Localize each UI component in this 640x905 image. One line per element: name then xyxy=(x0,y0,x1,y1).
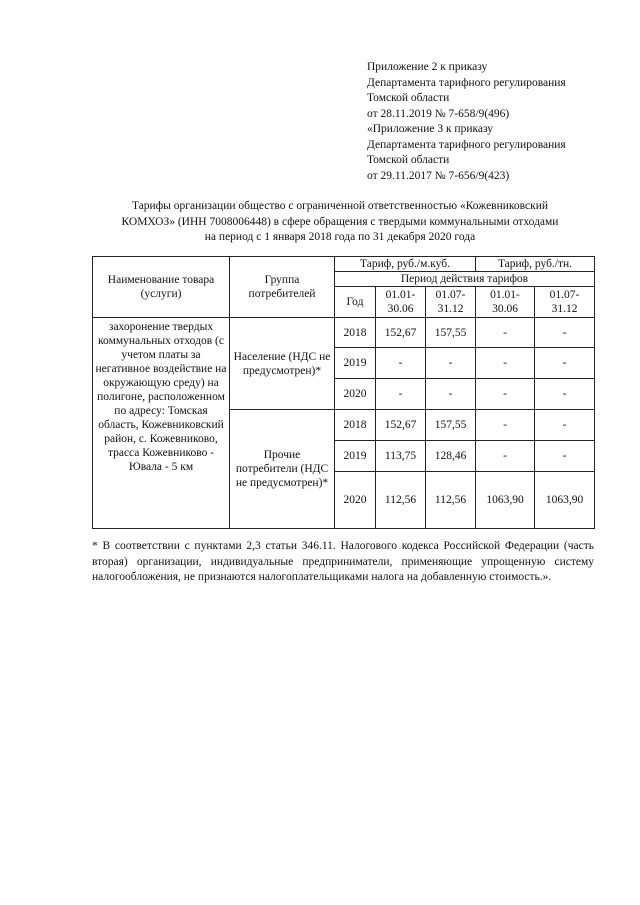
cell-group: Население (НДС не предусмотрен)* xyxy=(230,318,335,410)
cell-value: - xyxy=(535,348,595,379)
cell-value: 112,56 xyxy=(426,472,476,529)
cell-value: - xyxy=(426,379,476,410)
cell-group: Прочие потребители (НДС не предусмотрен)* xyxy=(230,410,335,529)
cell-value: - xyxy=(476,379,535,410)
cell-value: - xyxy=(535,410,595,441)
cell-value: - xyxy=(535,379,595,410)
cell-value: - xyxy=(426,348,476,379)
annex-line: Приложение 2 к приказу xyxy=(367,61,488,73)
annex-line: Томской области xyxy=(367,92,450,104)
cell-year: 2019 xyxy=(335,348,376,379)
annex-line: Департамента тарифного регулирования xyxy=(367,76,566,89)
header-year: Год xyxy=(335,287,376,318)
annex-line: Томской области xyxy=(367,154,450,166)
title-line: Тарифы организации общество с ограниченной ответственностью «Кожевниковский xyxy=(131,200,549,212)
cell-value: - xyxy=(476,318,535,348)
cell-value: 152,67 xyxy=(376,318,426,348)
header-product: Наименование товара (услуги) xyxy=(93,257,230,318)
annex-line: от 28.11.2019 № 7-658/9(496) xyxy=(367,107,510,120)
footnote: * В соответствии с пунктами 2,3 статьи 346.11. Налогового кодекса Российской Федерации (часть вторая) организации, индивидуальные предприниматели, применяющие упрощенную систему налогообложения, не признаются налогоплательщиками налога на добавленную стоимость.». xyxy=(92,540,594,583)
title-line: КОМХОЗ» (ИНН 7008006448) в сфере обращения с твердыми коммунальными отходами xyxy=(121,215,559,228)
tariff-table xyxy=(92,256,595,529)
cell-value: 152,67 xyxy=(376,410,426,441)
title-line: на период с 1 января 2018 года по 31 декабря 2020 года xyxy=(204,231,476,243)
cell-product: захоронение твердых коммунальных отходов (с учетом платы за негативное воздействие на окружающую среду) на полигоне, расположенном по адресу: Томская область, Кожевниковский район, с. Кожевниково, трасса Кожевниково - Ювала - 5 км xyxy=(93,318,230,529)
header-period-4: 01.07-31.12 xyxy=(535,287,595,318)
annex-line: от 29.11.2017 № 7-656/9(423) xyxy=(367,169,510,182)
header-period-2: 01.07-31.12 xyxy=(426,287,476,318)
header-period-1: 01.01-30.06 xyxy=(376,287,426,318)
cell-year: 2019 xyxy=(335,441,376,472)
annex-line: Департамента тарифного регулирования xyxy=(367,138,566,151)
cell-year: 2020 xyxy=(335,379,376,410)
document-title xyxy=(70,199,610,246)
header-group: Группа потребителей xyxy=(230,257,335,318)
cell-value: - xyxy=(535,441,595,472)
cell-year: 2018 xyxy=(335,318,376,348)
cell-value: 128,46 xyxy=(426,441,476,472)
cell-value: 157,55 xyxy=(426,410,476,441)
cell-value: 1063,90 xyxy=(476,472,535,529)
cell-value: - xyxy=(476,441,535,472)
cell-year: 2018 xyxy=(335,410,376,441)
table-header-row xyxy=(93,257,595,272)
annex-block xyxy=(367,60,627,184)
cell-value: - xyxy=(376,348,426,379)
header-period: Период действия тарифов xyxy=(335,272,595,287)
cell-year: 2020 xyxy=(335,472,376,529)
header-period-3: 01.01-30.06 xyxy=(476,287,535,318)
cell-value: - xyxy=(376,379,426,410)
cell-value: 112,56 xyxy=(376,472,426,529)
header-tariff-t: Тариф, руб./тн. xyxy=(476,257,595,272)
cell-value: 157,55 xyxy=(426,318,476,348)
header-tariff-m3: Тариф, руб./м.куб. xyxy=(335,257,476,272)
cell-value: - xyxy=(535,318,595,348)
annex-line: «Приложение 3 к приказу xyxy=(367,123,494,135)
cell-value: 1063,90 xyxy=(535,472,595,529)
table-row xyxy=(93,318,595,348)
cell-value: - xyxy=(476,410,535,441)
cell-value: - xyxy=(476,348,535,379)
cell-value: 113,75 xyxy=(376,441,426,472)
